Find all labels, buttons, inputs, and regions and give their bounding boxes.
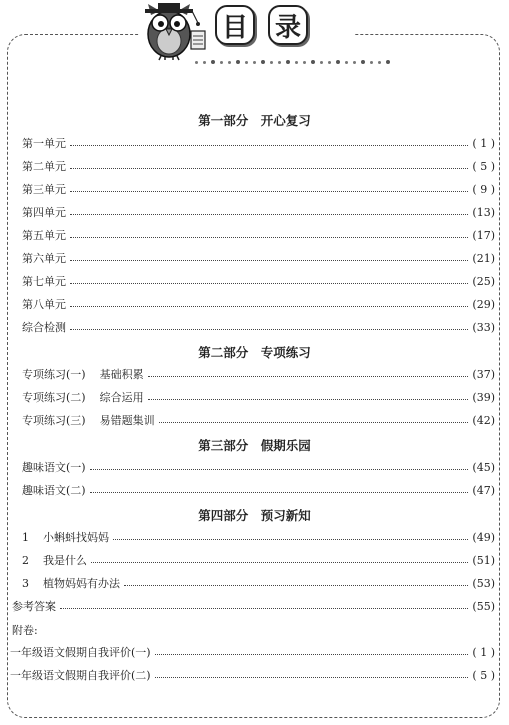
- toc-entry-page: (39): [472, 390, 495, 404]
- dot-leader: [70, 191, 468, 192]
- toc-entry-label: 我是什么: [43, 554, 87, 567]
- toc-entry[interactable]: [22, 320, 495, 334]
- dot-leader: [155, 654, 469, 655]
- toc-entry-label: 趣味语文(一): [22, 461, 86, 474]
- toc-entry-label: 第一单元: [22, 137, 66, 150]
- toc-entry-page: (13): [472, 205, 495, 219]
- toc-entry[interactable]: [22, 182, 495, 196]
- title-char-1: 目: [215, 5, 255, 45]
- title-char-2: 录: [268, 5, 308, 45]
- toc-entry-page: (21): [472, 251, 495, 265]
- toc-entry-page: ( 1 ): [472, 645, 495, 659]
- toc-entry-subtitle: 综合运用: [99, 391, 144, 404]
- toc-entry[interactable]: [22, 413, 495, 427]
- toc-entry-label: 小蝌蚪找妈妈: [43, 531, 109, 544]
- dot-leader: [90, 469, 469, 470]
- toc-entry[interactable]: [22, 460, 495, 474]
- section-title-part-2: 第二部分 专项练习: [198, 345, 311, 360]
- toc-entry[interactable]: [22, 274, 495, 288]
- toc-entry-page: (55): [472, 599, 495, 613]
- toc-entry[interactable]: [22, 297, 495, 311]
- toc-entry[interactable]: [22, 576, 495, 590]
- toc-entry-label: 第六单元: [22, 252, 66, 265]
- toc-entry-page: (42): [472, 413, 495, 427]
- toc-entry-number: 2: [22, 554, 29, 567]
- section-title-part-4: 第四部分 预习新知: [198, 508, 311, 523]
- dot-leader: [90, 492, 469, 493]
- toc-entry-page: ( 1 ): [472, 136, 495, 150]
- toc-entry-label: 一年级语文假期自我评价(二): [10, 669, 151, 682]
- toc-entry-subtitle: 易错题集训: [99, 414, 155, 427]
- toc-entry-page: (33): [472, 320, 495, 334]
- dot-leader: [70, 306, 468, 307]
- toc-entry[interactable]: [22, 159, 495, 173]
- toc-entry-page: (51): [472, 553, 495, 567]
- toc-entry-page: (53): [472, 576, 495, 590]
- toc-entry[interactable]: [22, 530, 495, 544]
- toc-entry-page: (25): [472, 274, 495, 288]
- toc-entry-subtitle: 基础积累: [99, 368, 144, 381]
- toc-entry-page: (37): [472, 367, 495, 381]
- dot-leader: [70, 237, 468, 238]
- toc-entry[interactable]: [22, 483, 495, 497]
- dot-leader: [148, 399, 469, 400]
- toc-entry[interactable]: [22, 553, 495, 567]
- toc-entry-page: ( 5 ): [472, 668, 495, 682]
- dot-leader: [124, 585, 468, 586]
- toc-entry-label: 第五单元: [22, 229, 66, 242]
- toc-entry-label: 植物妈妈有办法: [43, 577, 120, 590]
- toc-entry-page: (29): [472, 297, 495, 311]
- toc-entry-label: 第八单元: [22, 298, 66, 311]
- dot-leader: [70, 214, 468, 215]
- dot-leader: [70, 168, 468, 169]
- toc-entry-appendix[interactable]: [10, 668, 495, 682]
- toc-entry[interactable]: [22, 228, 495, 242]
- toc-entry-appendix[interactable]: [10, 645, 495, 659]
- dot-leader: [155, 677, 469, 678]
- dot-leader: [60, 608, 468, 609]
- toc-entry-label: 专项练习(三): [22, 414, 86, 427]
- toc-entry-label: 第二单元: [22, 160, 66, 173]
- toc-entry-label: 第四单元: [22, 206, 66, 219]
- toc-entry-label: 第七单元: [22, 275, 66, 288]
- toc-entry-page: (17): [472, 228, 495, 242]
- dot-leader: [91, 562, 468, 563]
- dot-leader: [113, 539, 468, 540]
- toc-entry[interactable]: [22, 205, 495, 219]
- toc-entry-answers[interactable]: [12, 599, 495, 613]
- toc-entry[interactable]: [22, 136, 495, 150]
- toc-entry-label: 趣味语文(二): [22, 484, 86, 497]
- toc-entry-page: ( 9 ): [472, 182, 495, 196]
- toc-entry-label: 专项练习(二): [22, 391, 86, 404]
- dot-leader: [70, 145, 468, 146]
- toc-entry-page: (45): [472, 460, 495, 474]
- toc-entry-label: 一年级语文假期自我评价(一): [10, 646, 151, 659]
- appendix-title: 附卷:: [12, 624, 38, 637]
- toc-entry-page: ( 5 ): [472, 159, 495, 173]
- toc-entry[interactable]: [22, 390, 495, 404]
- toc-entry-label: 参考答案: [12, 600, 56, 613]
- dot-leader: [70, 283, 468, 284]
- toc-entry-number: 1: [22, 531, 29, 544]
- toc-entry[interactable]: [22, 251, 495, 265]
- dot-leader: [159, 422, 469, 423]
- section-title-part-1: 第一部分 开心复习: [198, 113, 311, 128]
- toc-entry-label: 第三单元: [22, 183, 66, 196]
- toc-entry[interactable]: [22, 367, 495, 381]
- dot-leader: [148, 376, 469, 377]
- toc-entry-label: 综合检测: [22, 321, 66, 334]
- toc-entry-page: (47): [472, 483, 495, 497]
- toc-entry-label: 专项练习(一): [22, 368, 86, 381]
- dot-leader: [70, 329, 468, 330]
- section-title-part-3: 第三部分 假期乐园: [198, 438, 311, 453]
- toc-entry-page: (49): [472, 530, 495, 544]
- dot-leader: [70, 260, 468, 261]
- toc-entry-number: 3: [22, 577, 29, 590]
